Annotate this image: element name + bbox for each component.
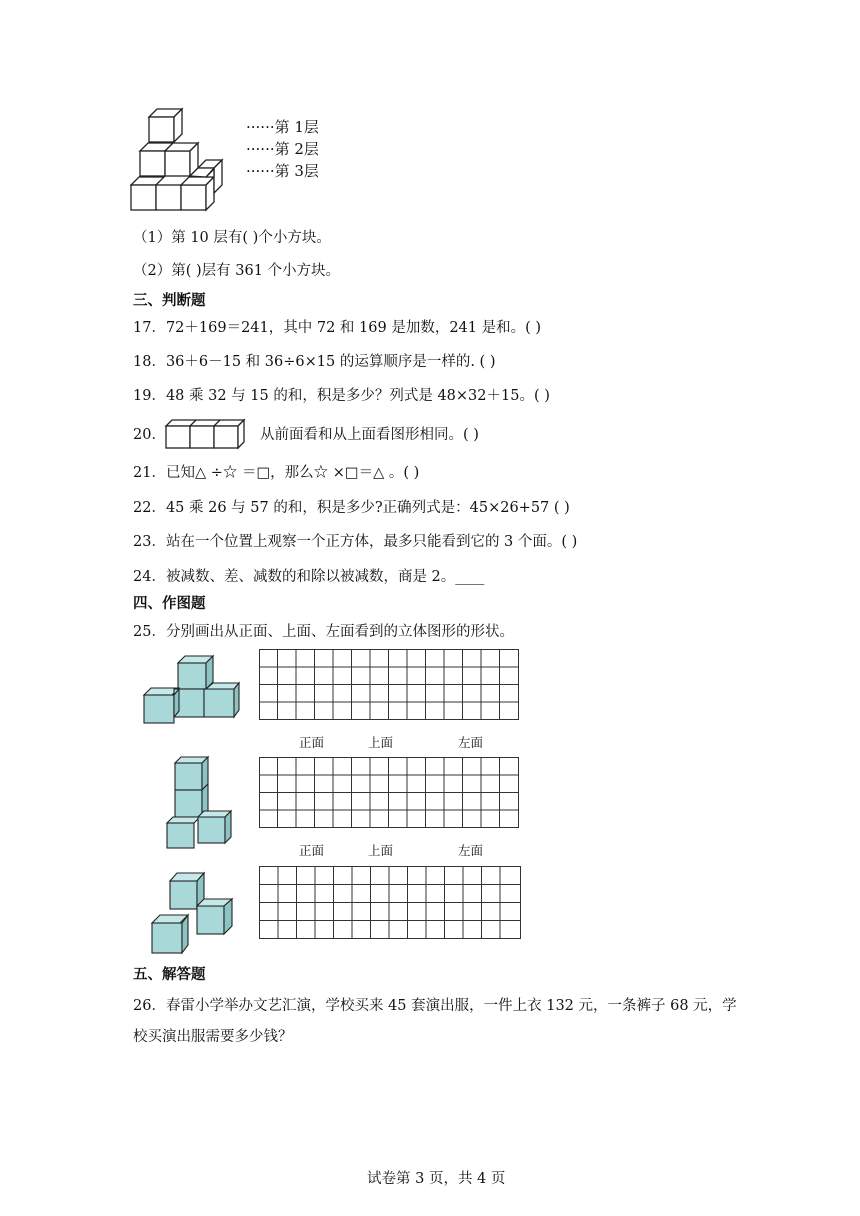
question-22: 22．45 乘 26 与 57 的和，积是多少?正确列式是：45×26+57 ( ) — [133, 500, 570, 516]
label-left-1: 左面 — [458, 735, 484, 750]
section-5-title: 五、解答题 — [133, 967, 206, 983]
question-19: 19．48 乘 32 与 15 的和，积是多少？列式是 48×32＋15。( ) — [133, 388, 550, 404]
label-left-2: 左面 — [458, 843, 484, 858]
question-24: 24．被减数、差、减数的和除以被减数，商是 2。____ — [133, 569, 485, 585]
section-3-title: 三、判断题 — [133, 293, 206, 309]
question-21: 21．已知△ ÷☆ ＝□，那么☆ ×□＝△ 。( ) — [133, 465, 420, 481]
question-17: 17．72＋169＝241，其中 72 和 169 是加数，241 是和。( ) — [133, 320, 542, 336]
layer-2-label: ······第 2层 — [246, 140, 319, 158]
section-4-title: 四、作图题 — [133, 596, 206, 612]
q16-sub2: （2）第( )层有 361 个小方块。 — [133, 263, 341, 279]
solid-figure-3 — [150, 869, 240, 955]
drawing-grid-3 — [259, 866, 522, 940]
question-18: 18．36＋6－15 和 36÷6×15 的运算顺序是一样的. ( ) — [133, 354, 496, 370]
three-cubes-row-figure — [164, 416, 244, 452]
question-26-line-1: 26．春雷小学举办文艺汇演，学校买来 45 套演出服，一件上衣 132 元，一条裤子 68 元，学 — [133, 998, 737, 1014]
layer-1-label: ······第 1层 — [246, 118, 319, 136]
question-25: 25．分别画出从正面、上面、左面看到的立体图形的形状。 — [133, 624, 514, 640]
question-20-text: 从前面看和从上面看图形相同。( ) — [260, 427, 479, 443]
drawing-grid-1 — [259, 649, 520, 721]
label-top-1: 上面 — [368, 735, 394, 750]
cube-pyramid-figure — [120, 105, 245, 217]
question-26-line-2: 校买演出服需要多少钱？ — [133, 1029, 293, 1045]
question-20-number: 20． — [133, 427, 166, 443]
question-23: 23．站在一个位置上观察一个正方体，最多只能看到它的 3 个面。( ) — [133, 534, 578, 550]
q16-sub1: （1）第 10 层有( )个小方块。 — [133, 230, 331, 246]
page-footer: 试卷第 3 页，共 4 页 — [367, 1171, 506, 1187]
drawing-grid-2 — [259, 757, 520, 829]
solid-figure-1 — [142, 655, 242, 725]
layer-3-label: ······第 3层 — [246, 162, 319, 180]
label-top-2: 上面 — [368, 843, 394, 858]
label-front-2: 正面 — [299, 843, 325, 858]
label-front-1: 正面 — [299, 735, 325, 750]
solid-figure-2 — [165, 755, 237, 851]
